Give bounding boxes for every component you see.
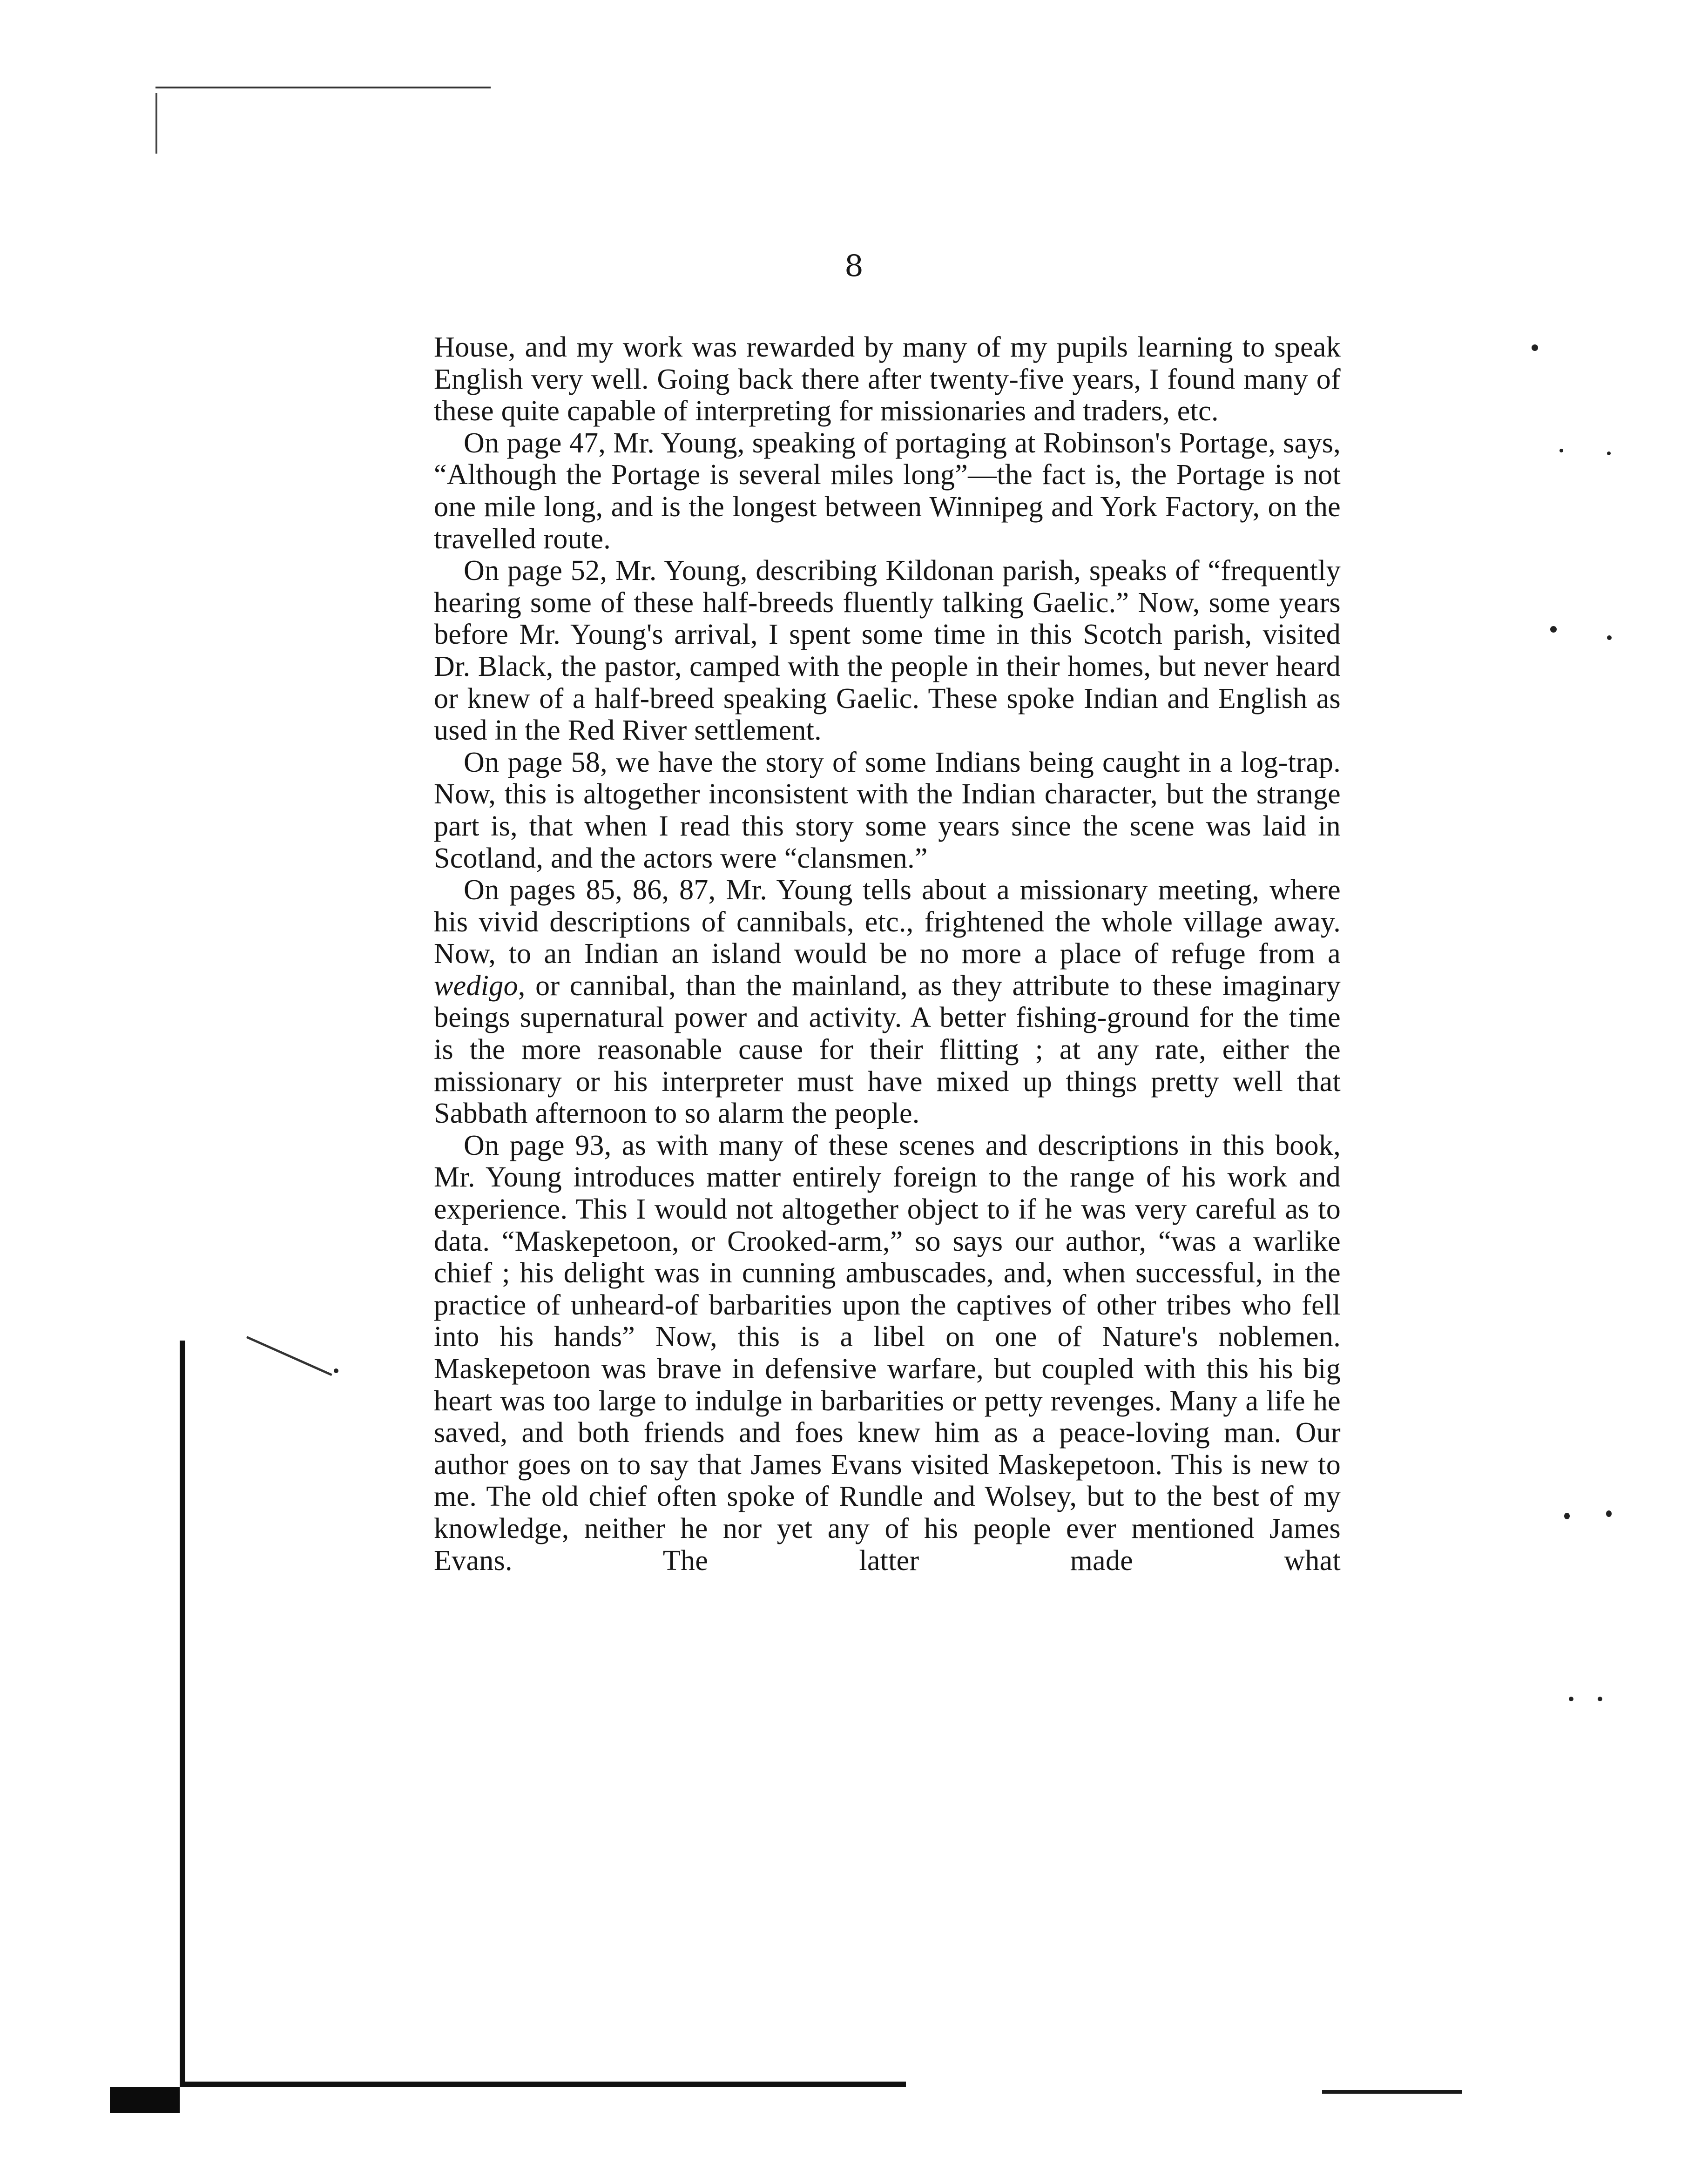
scan-bottom-rule	[1322, 2090, 1462, 2094]
paragraph-text: On page 58, we have the story of some Indians being caught in a log-trap. Now, this is altogether inconsistent with the Indian character, but the strange part is, that when I read this story some years since the scene was laid in Scotland, and the actors were “clansmen.”	[434, 746, 1341, 874]
scan-speck	[1569, 1697, 1573, 1701]
scan-speck	[1606, 1510, 1612, 1517]
paragraph	[434, 747, 1341, 874]
scan-speck	[334, 1368, 338, 1373]
paragraph	[434, 555, 1341, 747]
scan-speck	[1564, 1513, 1570, 1519]
scan-pen-stroke	[246, 1336, 332, 1376]
scan-speck	[1532, 344, 1538, 351]
paragraph-text: On page 47, Mr. Young, speaking of portaging at Robinson's Portage, says, “Although the Portage is several miles long”—the fact is, the Portage is not one mile long, and is the longest between Winnipeg and York Factory, on the travelled route.	[434, 427, 1341, 555]
paragraph	[434, 1130, 1341, 1577]
paragraph	[434, 427, 1341, 555]
paragraph-text: House, and my work was rewarded by many of my pupils learning to speak English very well. Going back there after twenty-five years, I found many of these quite capable of interpreting for missionaries and traders, etc.	[434, 331, 1341, 427]
scan-speck	[1559, 449, 1563, 452]
body-text	[434, 331, 1341, 1577]
scan-corner-block	[110, 2087, 180, 2113]
scan-margin-line	[155, 93, 157, 154]
italic-term: wedigo	[434, 970, 518, 1002]
paragraph	[434, 331, 1341, 427]
paragraph-text: On page 93, as with many of these scenes and descriptions in this book, Mr. Young introduces matter entirely foreign to the range of his work and experience. This I would not altogether object to if he was very careful as to data. “Maskepetoon, or Crooked-arm,” so says our author, “was a warlike chief ; his delight was in cunning ambuscades, and, when successful, in the practice of unheard-of barbarities upon the captives of other tribes who fell into his hands” Now, this is a libel on one of Nature's noblemen. Maskepetoon was brave in defensive warfare, but coupled with this his big heart was too large to indulge in barbarities or petty revenges. Many a life he saved, and both friends and foes knew him as a peace-loving man. Our author goes on to say that James Evans visited Maskepetoon. This is new to me. The old chief often spoke of Rundle and Wolsey, but to the best of my knowledge, neither he nor yet any of his people ever mentioned James Evans. The latter made what	[434, 1129, 1341, 1577]
paragraph-text: , or cannibal, than the mainland, as they attribute to these imaginary beings supernatural power and activity. A better fishing-ground for the time is the more reasonable cause for their flitting ; at any rate, either the missionary or his interpreter must have mixed up things pretty well that Sabbath afternoon to so alarm the people.	[434, 970, 1341, 1130]
scan-corner-line	[155, 87, 491, 88]
paragraph	[434, 874, 1341, 1130]
paragraph-text: On page 52, Mr. Young, describing Kildonan parish, speaks of “frequently hearing some of these half-breeds fluently talking Gaelic.” Now, some years before Mr. Young's arrival, I spent some time in this Scotch parish, visited Dr. Black, the pastor, camped with the people in their homes, but never heard or knew of a half-breed speaking Gaelic. These spoke Indian and English as used in the Red River settlement.	[434, 555, 1341, 747]
binding-edge-line	[180, 1341, 185, 2085]
binding-bottom-line	[180, 2082, 906, 2087]
scan-speck	[1607, 635, 1612, 640]
page-number: 8	[844, 249, 864, 283]
scan-speck	[1598, 1697, 1602, 1701]
scan-speck	[1607, 452, 1611, 455]
paragraph-text: On pages 85, 86, 87, Mr. Young tells about a missionary meeting, where his vivid descriptions of cannibals, etc., frightened the whole village away. Now, to an Indian an island would be no more a place of refuge from a	[434, 874, 1341, 970]
scan-speck	[1550, 626, 1557, 633]
